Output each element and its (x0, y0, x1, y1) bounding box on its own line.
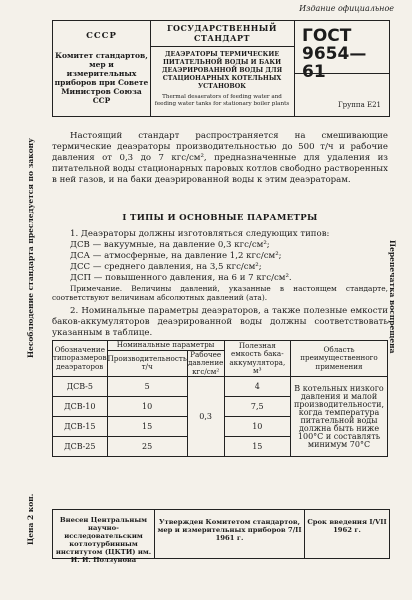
intro-paragraph: Настоящий стандарт распространяется на смешивающие термические деаэраторы производительностью до 500 т/ч и рабочие давления от 0,3 до 7 кгс/см², предназначенные для удаления из питательной воды стационарных паровых котлов свободно растворенных в ней газов, и на баки деаэрированной воды к этим деаэраторам. (52, 131, 388, 185)
state-standard-label: ГОСУДАРСТВЕННЫЙ СТАНДАРТ (150, 23, 294, 47)
list-item: ДСП — повышенного давления, на 6 и 7 кгс/см². (70, 273, 292, 283)
legal-notice-vertical: Несоблюдение стандарта преследуется по закону (26, 138, 35, 358)
table-cell: 10 (107, 397, 187, 417)
author-info: Внесен Центральным научно-исследовательским котлотурбинным институтом (ЦКТИ) им. И. И. Ползунова (53, 510, 155, 558)
committee-label: Комитет стандартов, мер и измерительных приборов при Совете Министров Союза ССР (54, 51, 149, 105)
reprint-notice-vertical: Перепечатка воспрещена (388, 240, 397, 354)
list-item: ДСС — среднего давления, на 3,5 кгс/см²; (70, 262, 262, 272)
header-title (150, 21, 295, 116)
parameters-table (52, 340, 388, 457)
footer-block (52, 509, 390, 564)
table-cell: 15 (224, 437, 290, 457)
column-header: Рабочее давление кгс/см² (187, 349, 224, 376)
edition-note: Издание официальное (299, 4, 394, 13)
header-code (294, 21, 389, 116)
gost-label: ГОСТ (302, 26, 352, 46)
section-title: I ТИПЫ И ОСНОВНЫЕ ПАРАМЕТРЫ (122, 213, 318, 223)
header-block (52, 20, 390, 117)
table-cell: 4 (224, 377, 290, 397)
effective-date: Срок введения I/VII 1962 г. (307, 518, 387, 534)
note-paragraph: Примечание. Величины давлений, указанные в настоящем стандарте, соответствуют величинам абсолютных давлений (ата). (52, 284, 388, 302)
table-cell: 7,5 (224, 397, 290, 417)
item-2-paragraph: 2. Номинальные параметры деаэраторов, а также полезные емкости баков-аккумуляторов деаэрированной воды должны соответствовать указанным в таблице. (52, 306, 388, 338)
table-cell: 0,3 (187, 377, 224, 457)
table-row (53, 377, 388, 397)
table-cell: В котельных низкого давления и малой производительности, когда температура питательной воды должна быть ниже 100°С и составлять минимум 70°С (291, 377, 388, 457)
column-header: Номинальные параметры (107, 341, 224, 351)
column-header: Производительность т/ч (107, 350, 187, 377)
item-1-lead: 1. Деаэраторы должны изготовляться следующих типов: (70, 229, 330, 239)
header-issuer (53, 21, 151, 116)
table-cell: 10 (224, 417, 290, 437)
divider (294, 73, 389, 74)
gost-number: 9654—61 (302, 44, 367, 82)
approval-info: Утвержден Комитетом стандартов, мер и измерительных приборов 7/II 1961 г. (155, 510, 305, 558)
price-vertical: Цена 2 коп. (26, 493, 35, 545)
column-header: Область преимущественного применения (291, 341, 388, 377)
column-header: Полезная емкость бака-аккумулятора, м³ (224, 341, 290, 377)
group-code: Группа Е21 (338, 101, 381, 109)
table-cell: ДСВ-25 (53, 437, 108, 457)
table-cell: 15 (107, 417, 187, 437)
column-header: Обозначение типоразмеров деаэраторов (53, 341, 108, 377)
table-cell: 25 (107, 437, 187, 457)
list-item: ДСВ — вакуумные, на давление 0,3 кгс/см²; (70, 240, 270, 250)
title-russian: ДЕАЭРАТОРЫ ТЕРМИЧЕСКИЕ ПИТАТЕЛЬНОЙ ВОДЫ И БАКИ ДЕАЭРИРОВАННОЙ ВОДЫ ДЛЯ СТАЦИОНАРНЫХ КОТЕЛЬНЫХ УСТАНОВОК (161, 51, 283, 90)
list-item: ДСА — атмосферные, на давление 1,2 кгс/см²; (70, 251, 282, 261)
title-english: Thermal desaerators of feeding water and feeding water tanks for stationary boiler plants (154, 94, 290, 107)
table-cell: ДСВ-10 (53, 397, 108, 417)
country-label: СССР (86, 31, 117, 41)
type-list (70, 240, 292, 284)
table-cell: ДСВ-15 (53, 417, 108, 437)
table-cell: ДСВ-5 (53, 377, 108, 397)
table-cell: 5 (107, 377, 187, 397)
